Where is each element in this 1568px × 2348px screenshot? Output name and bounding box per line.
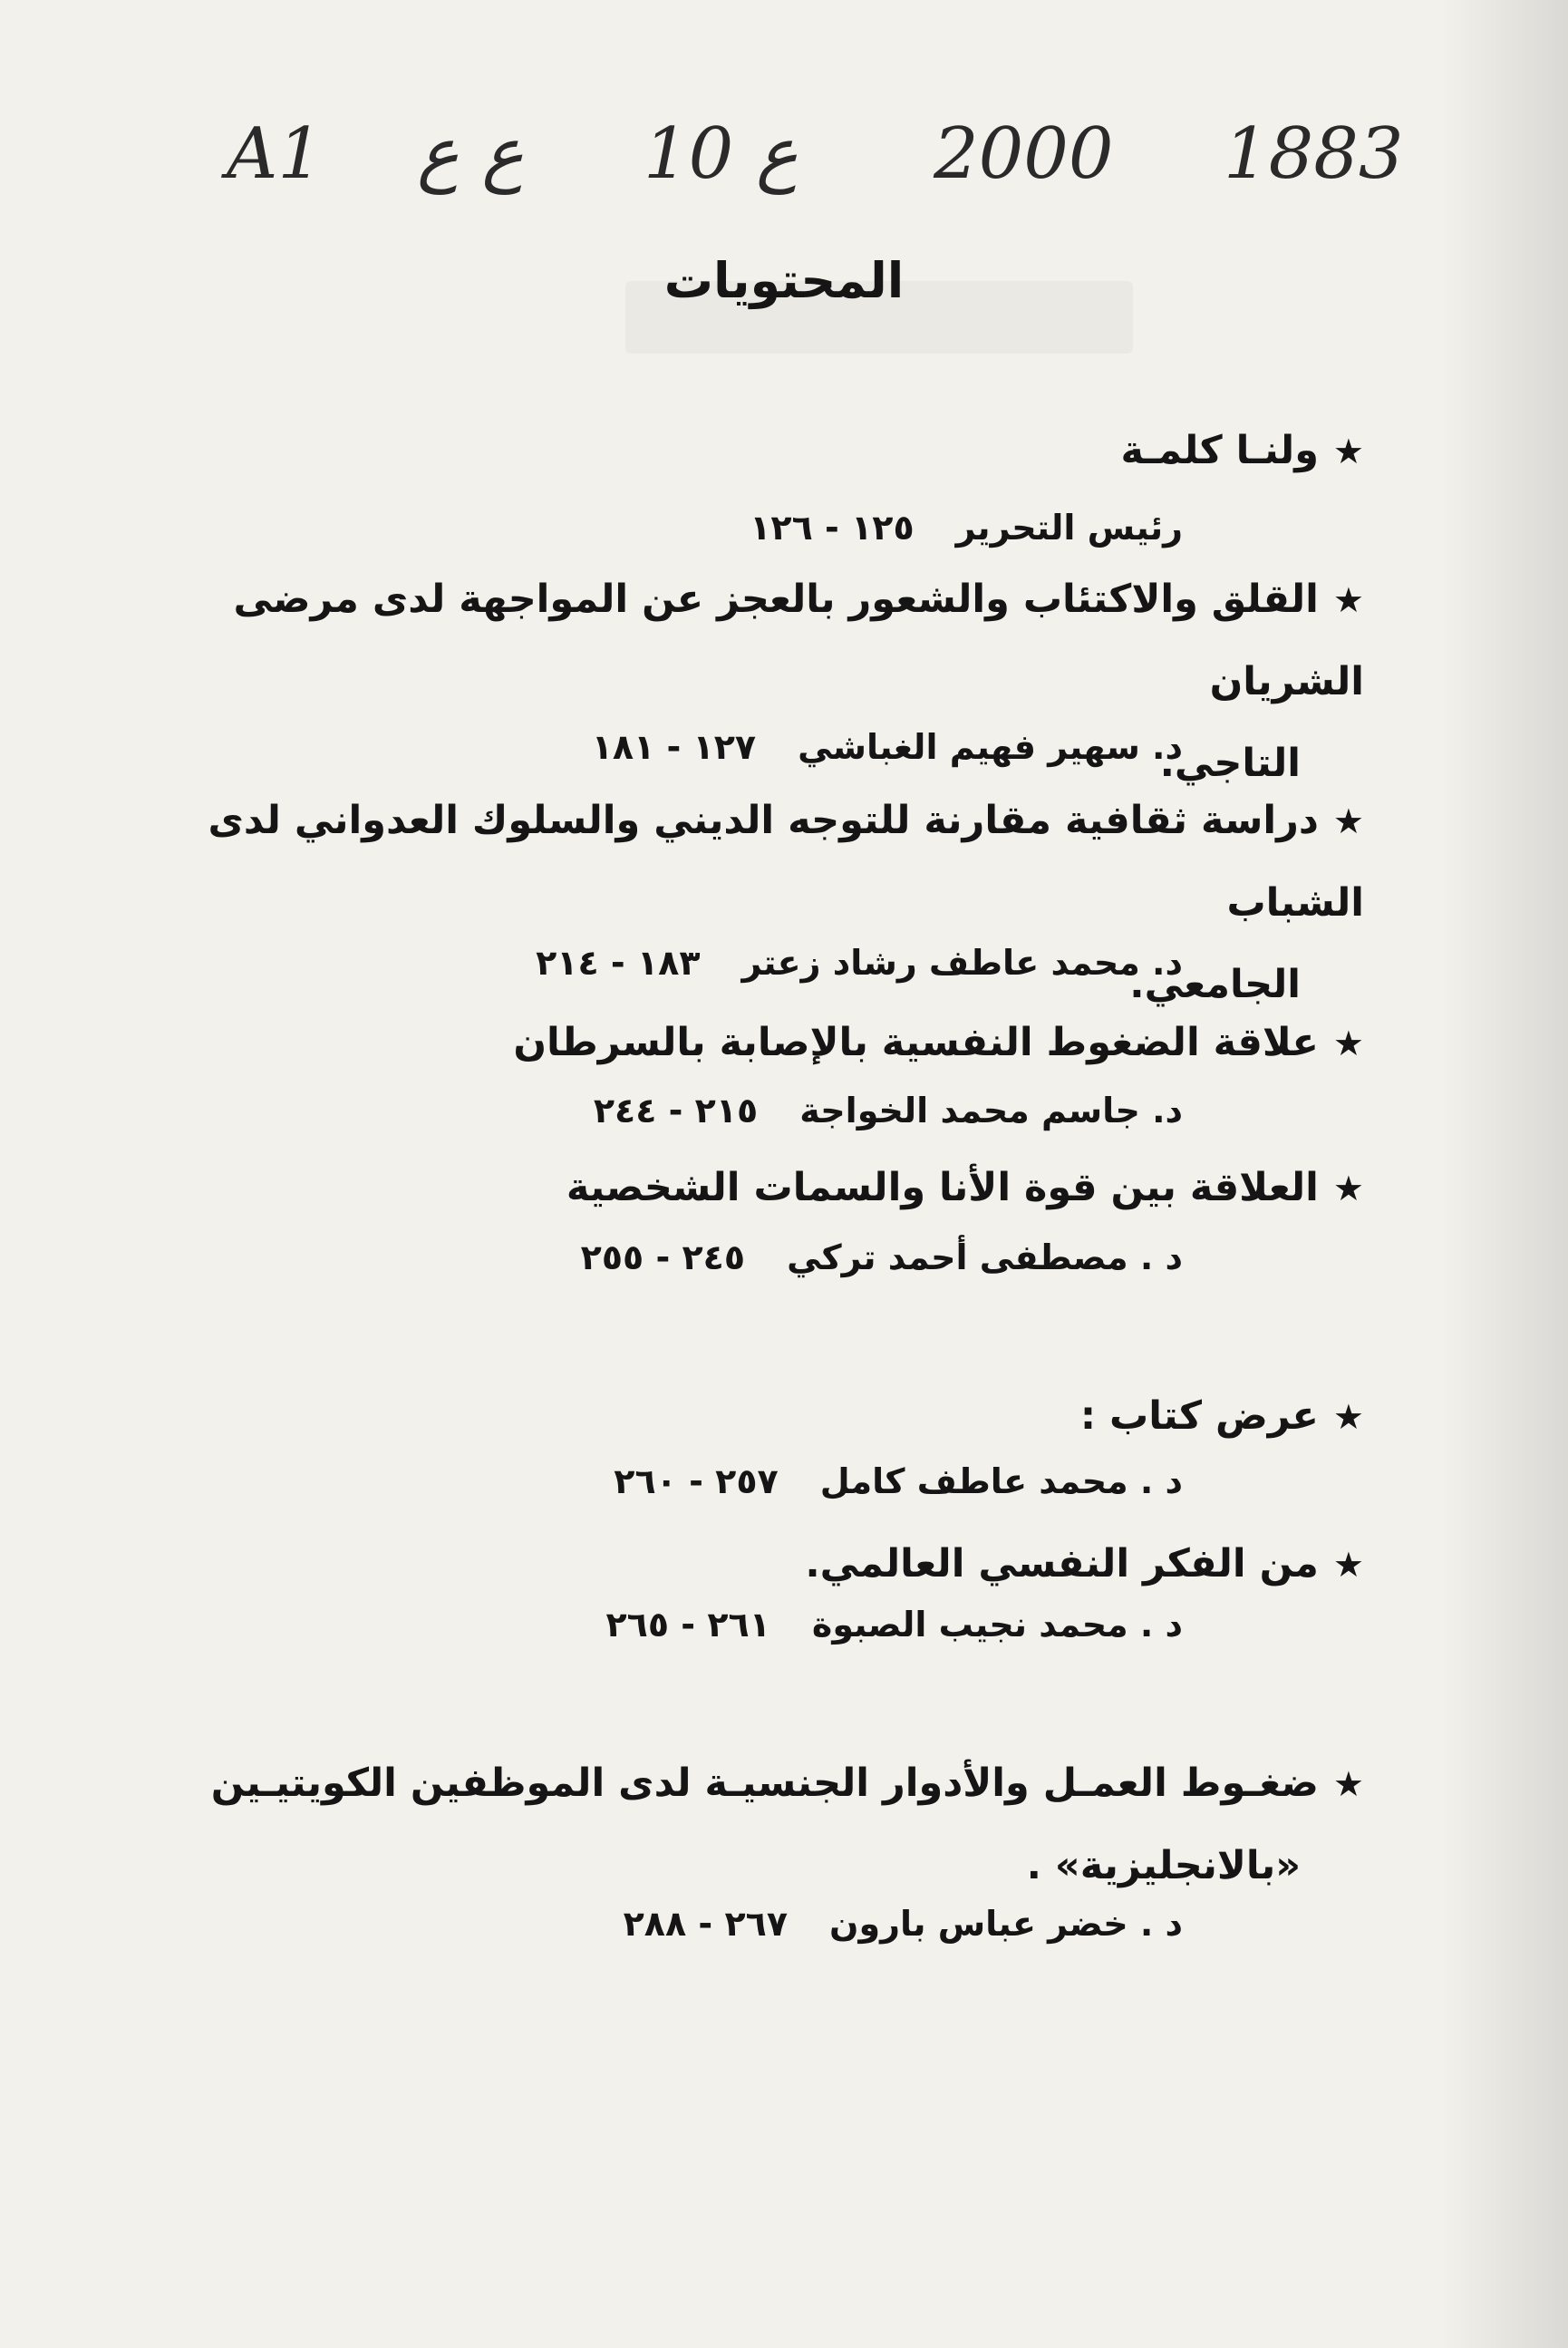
- handwritten-mark: 2000: [934, 113, 1114, 195]
- entry-title-line: دراسة ثقافية مقارنة للتوجه الديني والسلوك العدواني لدى الشباب: [208, 798, 1364, 926]
- page-range: ٢٦٧ - ٢٨٨: [623, 1904, 789, 1944]
- toc-entry-title: [159, 1147, 1364, 1229]
- handwritten-annotation: [227, 104, 1414, 213]
- page-range: ١٢٧ - ١٨١: [591, 727, 757, 767]
- toc-entry-author: [150, 943, 1183, 983]
- star-bullet-icon: ★: [1332, 801, 1364, 841]
- toc-entry-author: [150, 1605, 1183, 1645]
- toc-entry-title: [159, 558, 1364, 804]
- toc-entry-author: [150, 727, 1183, 767]
- page-edge-shadow: [1441, 0, 1568, 2348]
- star-bullet-icon: ★: [1332, 1169, 1364, 1208]
- author-name: د. سهير فهيم الغباشي: [798, 727, 1183, 767]
- star-bullet-icon: ★: [1332, 1764, 1364, 1804]
- star-bullet-icon: ★: [1332, 1545, 1364, 1585]
- page-range: ١٨٣ - ٢١٤: [536, 943, 701, 983]
- entry-title-line: ولنـا كلمـة: [1120, 428, 1319, 473]
- entry-title-line: «بالانجليزية» .: [1026, 1843, 1301, 1888]
- entry-title-line: الجامعي.: [1129, 962, 1301, 1007]
- author-name: د . مصطفى أحمد تركي: [787, 1237, 1183, 1277]
- entry-title-line: ضغـوط العمـل والأدوار الجنسيـة لدى الموظفين الكويتيـين: [210, 1761, 1319, 1806]
- toc-entry-author: [150, 1904, 1183, 1944]
- entry-title-line: علاقة الضغوط النفسية بالإصابة بالسرطان: [513, 1020, 1319, 1065]
- entry-title-line: من الفكر النفسي العالمي.: [805, 1541, 1319, 1586]
- page-title: المحتويات: [663, 252, 905, 309]
- page-range: ٢١٥ - ٢٤٤: [593, 1091, 759, 1130]
- handwritten-mark: A1: [227, 113, 323, 195]
- author-name: د . خضر عباس بارون: [829, 1904, 1183, 1944]
- handwritten-mark: 1883: [1224, 113, 1404, 195]
- entry-title-line: التاجي.: [1159, 741, 1301, 786]
- toc-entry-title: [159, 780, 1364, 1025]
- author-name: د. محمد عاطف رشاد زعتر: [741, 943, 1183, 983]
- toc-entry-author: [150, 508, 1183, 548]
- author-name: د . محمد نجيب الصبوة: [811, 1605, 1183, 1645]
- toc-entry-author: [150, 1091, 1183, 1130]
- author-name: د . محمد عاطف كامل: [819, 1461, 1183, 1501]
- star-bullet-icon: ★: [1332, 1397, 1364, 1437]
- star-bullet-icon: ★: [1332, 580, 1364, 620]
- toc-entry-title: [159, 410, 1364, 492]
- toc-entry-title: [159, 1002, 1364, 1084]
- author-name: د. جاسم محمد الخواجة: [799, 1091, 1183, 1130]
- entry-title-line: عرض كتاب :: [1079, 1393, 1319, 1439]
- handwritten-mark: 10 ع: [644, 113, 799, 195]
- handwritten-mark: ع ع: [417, 113, 524, 195]
- author-name: رئيس التحرير: [955, 508, 1183, 548]
- toc-entry-author: [150, 1237, 1183, 1277]
- page-range: ٢٥٧ - ٢٦٠: [614, 1461, 779, 1501]
- toc-entry-author: [150, 1461, 1183, 1501]
- entry-title-line: العلاقة بين قوة الأنا والسمات الشخصية: [566, 1165, 1319, 1210]
- page-range: ٢٦١ - ٢٦٥: [605, 1605, 770, 1645]
- toc-entry-title: [159, 1375, 1364, 1458]
- toc-entry-title: [159, 1742, 1364, 1907]
- page-range: ١٢٥ - ١٢٦: [750, 508, 915, 548]
- entry-title-line: القلق والاكتئاب والشعور بالعجز عن المواجهة لدى مرضى الشريان: [233, 577, 1364, 704]
- star-bullet-icon: ★: [1332, 432, 1364, 471]
- toc-entry-title: [159, 1523, 1364, 1606]
- star-bullet-icon: ★: [1332, 1024, 1364, 1063]
- page-range: ٢٤٥ - ٢٥٥: [580, 1237, 746, 1277]
